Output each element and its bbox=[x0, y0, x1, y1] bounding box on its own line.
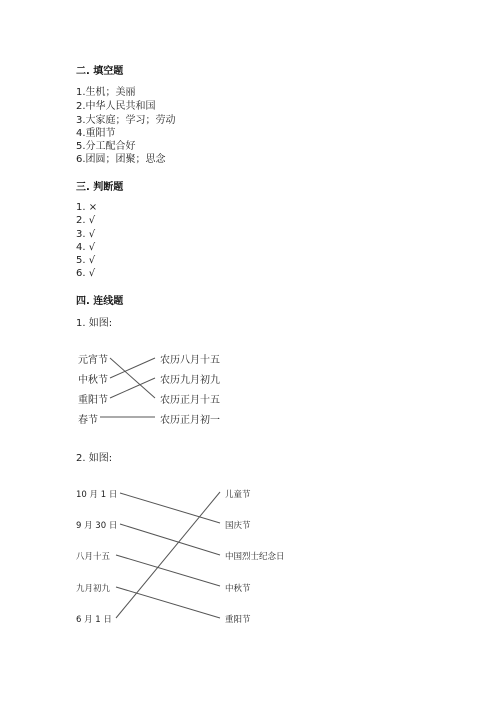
match1-line-zhongqiu bbox=[110, 358, 155, 378]
match1-right-item: 农历八月十五 bbox=[160, 355, 220, 366]
answer-item: 6. √ bbox=[76, 268, 96, 279]
answer-item: 3. √ bbox=[76, 229, 96, 240]
match2-left-item: 9 月 30 日 bbox=[76, 521, 118, 531]
match1-line-yuanxiao bbox=[110, 358, 155, 398]
answer-item: 2. √ bbox=[76, 215, 96, 226]
match2-line-sep9 bbox=[116, 587, 220, 618]
answer-item: 1. × bbox=[76, 202, 98, 213]
match1-left-item: 重阳节 bbox=[78, 395, 108, 406]
match1-right-item: 农历正月初一 bbox=[160, 415, 220, 426]
section-3-heading: 三. 判断题 bbox=[76, 182, 124, 193]
match2-line-aug15 bbox=[116, 555, 220, 586]
match2-line-oct1 bbox=[120, 493, 220, 523]
section-2-heading: 二. 填空题 bbox=[76, 66, 124, 77]
match2-right-item: 中秋节 bbox=[225, 584, 251, 594]
match2-left-item: 6 月 1 日 bbox=[76, 615, 112, 625]
match1-right-item: 农历九月初九 bbox=[160, 375, 220, 386]
answer-item: 5.分工配合好 bbox=[76, 141, 136, 152]
match2-left-item: 10 月 1 日 bbox=[76, 490, 118, 500]
section-4-heading: 四. 连线题 bbox=[76, 296, 124, 307]
answer-item: 5. √ bbox=[76, 255, 96, 266]
match1-left-item: 春节 bbox=[78, 415, 98, 426]
answer-item: 6.团圆；团聚；思念 bbox=[76, 154, 166, 165]
match2-right-item: 国庆节 bbox=[225, 521, 251, 531]
match1-left-item: 元宵节 bbox=[78, 355, 108, 366]
match2-line-jun1 bbox=[116, 492, 220, 618]
match2-left-item: 九月初九 bbox=[76, 584, 111, 594]
match2-right-item: 重阳节 bbox=[225, 615, 251, 625]
match1-right-item: 农历正月十五 bbox=[160, 395, 220, 406]
match2-left-item: 八月十五 bbox=[76, 552, 111, 562]
match2-right-item: 儿童节 bbox=[225, 490, 251, 500]
answer-item: 4. √ bbox=[76, 242, 96, 253]
question-2-caption: 2. 如图: bbox=[76, 453, 113, 464]
match1-line-chongyang bbox=[110, 378, 155, 398]
match2-line-sep30 bbox=[120, 524, 220, 555]
answer-item: 1.生机；美丽 bbox=[76, 87, 136, 98]
answer-item: 3.大家庭；学习；劳动 bbox=[76, 115, 176, 126]
match1-left-item: 中秋节 bbox=[78, 375, 108, 386]
match2-right-item: 中国烈士纪念日 bbox=[225, 552, 285, 562]
answer-item: 2.中华人民共和国 bbox=[76, 101, 156, 112]
question-1-caption: 1. 如图: bbox=[76, 318, 113, 329]
answer-item: 4.重阳节 bbox=[76, 128, 116, 139]
